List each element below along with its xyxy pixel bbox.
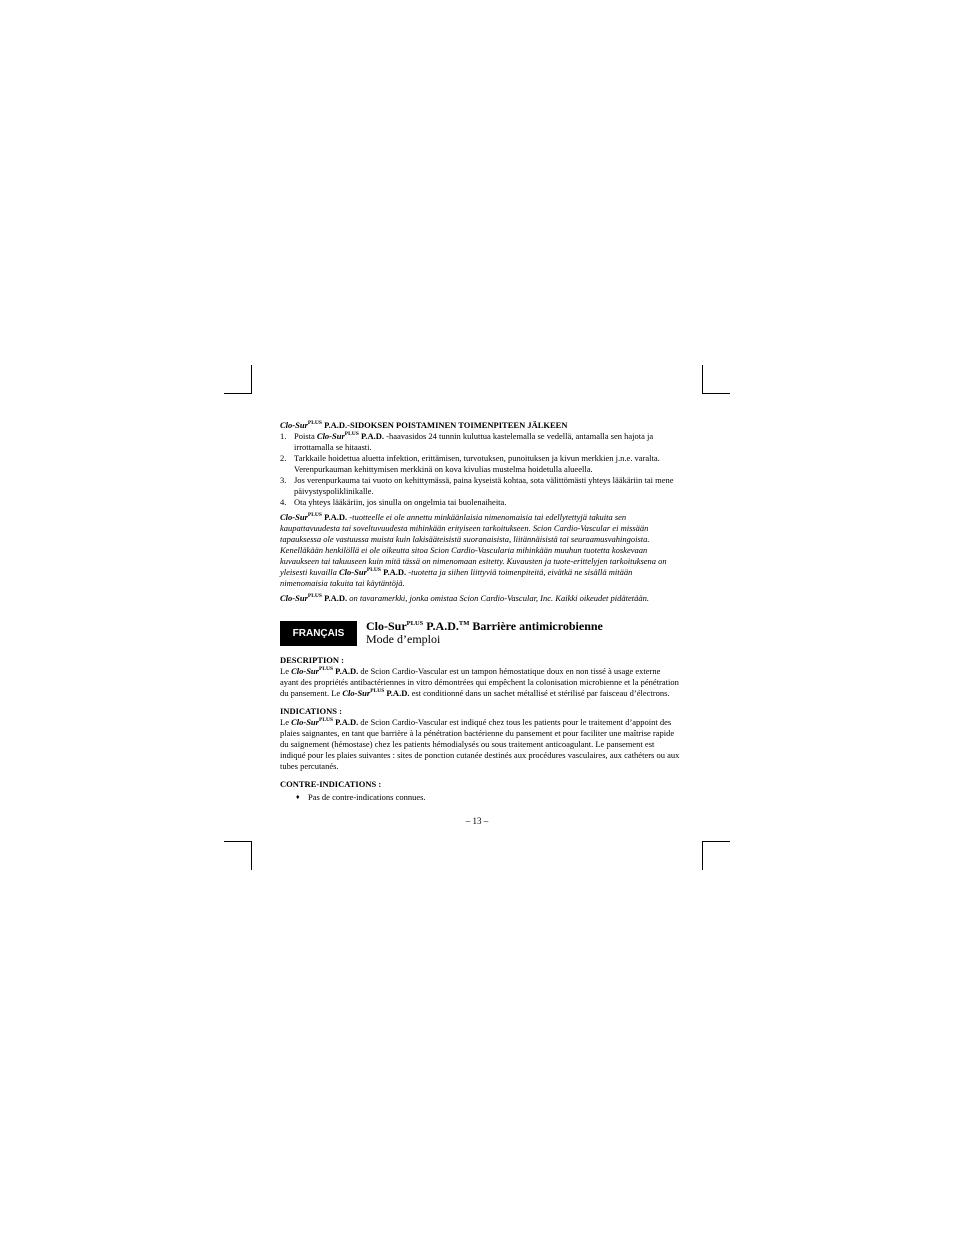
list-item: ♦ Pas de contre-indications connues. [296,792,426,802]
crop-mark-bottom-right-vertical [702,841,703,870]
crop-mark-bottom-left-horizontal [224,841,252,842]
description-heading: DESCRIPTION : [280,655,344,665]
indications-paragraph: Le Clo-Sur$^{PLUS}$ P.A.D. de Scion Cardio-Vascular est indiqué chez tous les patients pour le traitement d’appoint des plaies saignantes, en tant que barrière à la pénétration bactérienne du pansement et pour faciliter une maîtrise rapide du saignement (hémostase) chez les patients hémodialysés ou sous traitement anticoagulant. Le pansement est indiqué pour les plaies suivantes : sites de ponction cutanée destinés aux procédures vasculaires, aux cathéters ou aux tubes percutanés. [280,717,680,771]
page-content [280,420,680,803]
indications-heading: INDICATIONS : [280,706,342,716]
list-item: 1. Poista Clo-Sur$^{PLUS}$ P.A.D. -haavasidos 24 tunnin kuluttua kastelemalla se vedellä, antamalla sen hajota ja irrottamalla se hitaasti. [280,431,654,452]
list-item: 2. Tarkkaile hoidettua aluetta infektion, erittämisen, turvotuksen, punoituksen ja kivun merkkien j.n.e. varalta. Verenpurkauman kehittymisen merkkinä on kova kivulias mustelma hoidetulla alueella. [280,453,660,474]
list-item: 3. Jos verenpurkauma tai vuoto on kehittymässä, paina kyseistä kohtaa, sota välittömästi yhteys lääkäriin tai mene päivystyspoliklinikalle. [280,475,674,496]
finnish-removal-heading: Clo-Sur$^{PLUS}$ P.A.D.-SIDOKSEN POISTAMINEN TOIMENPITEEN JÄLKEEN [280,420,568,430]
crop-mark-top-right-horizontal [702,393,730,394]
diamond-bullet-icon: ♦ [296,793,300,801]
crop-mark-top-right-vertical [702,365,703,393]
description-paragraph: Le Clo-Sur$^{PLUS}$ P.A.D. de Scion Cardio-Vascular est un tampon hémostatique doux en non tissé à usage externe ayant des propriétés antibactériennes in vitro démontrées qui empêchent la colonisation microbienne et la pénétration du pansement. Le Clo-Sur$^{PLUS}$ P.A.D. est conditionné dans un sachet métallisé et stérilisé par faisceau d’électrons. [280,666,679,698]
crop-mark-bottom-right-horizontal [702,841,730,842]
finnish-steps-list [280,431,680,508]
crop-mark-top-left-horizontal [224,393,252,394]
french-section-header [280,618,680,648]
finnish-warranty-paragraph: Clo-Sur$^{PLUS}$ P.A.D. -tuotteelle ei ole annettu minkäänlaisia nimenomaisia tai edellytettyjä takuita sen kaupattavuudesta tai soveltuvuudesta mihinkään erityiseen tarkoitukseen. Scion Cardio-Vascular ei missään tapauksessa ole vastuussa muista kuin lakisääteisistä suoranaisista, liitännäisistä tai seuraamusvahingoista. Kenelläkään henkilöllä ei ole oikeutta sitoa Scion Cardio-Vascularia mihinkään muuhun tuotetta koskevaan kuvaukseen tai takuuseen kuin mitä tässä on nimenomaan esitetty. Kuvausten ja tuote-erittelyjen tarkoituksena on yleisesti kuvailla Clo-Sur$^{PLUS}$ P.A.D. -tuotetta ja siihen liittyviä toimenpiteitä, eivätkä ne sisällä mitään nimenomaisia takuita tai käytäntöjä. [280,512,667,588]
page-number: – 13 – [465,816,489,826]
language-tab-francais: FRANÇAIS [280,621,357,646]
french-subtitle: Mode d’emploi [366,632,441,646]
crop-mark-top-left-vertical [251,365,252,393]
french-title-block [366,620,603,646]
finnish-trademark-paragraph: Clo-Sur$^{PLUS}$ P.A.D. on tavaramerkki, jonka omistaa Scion Cardio-Vascular, Inc. Kaikki oikeudet pidätetään. [280,593,649,603]
list-item: 4. Ota yhteys lääkäriin, jos sinulla on ongelmia tai buolenaiheita. [280,497,507,507]
crop-mark-bottom-left-vertical [251,841,252,870]
contraindications-heading: CONTRE-INDICATIONS : [280,779,382,789]
french-title: Clo-Sur$^{PLUS}$ P.A.D.™ Barrière antimicrobienne [366,619,603,633]
contraindications-list [280,792,680,803]
